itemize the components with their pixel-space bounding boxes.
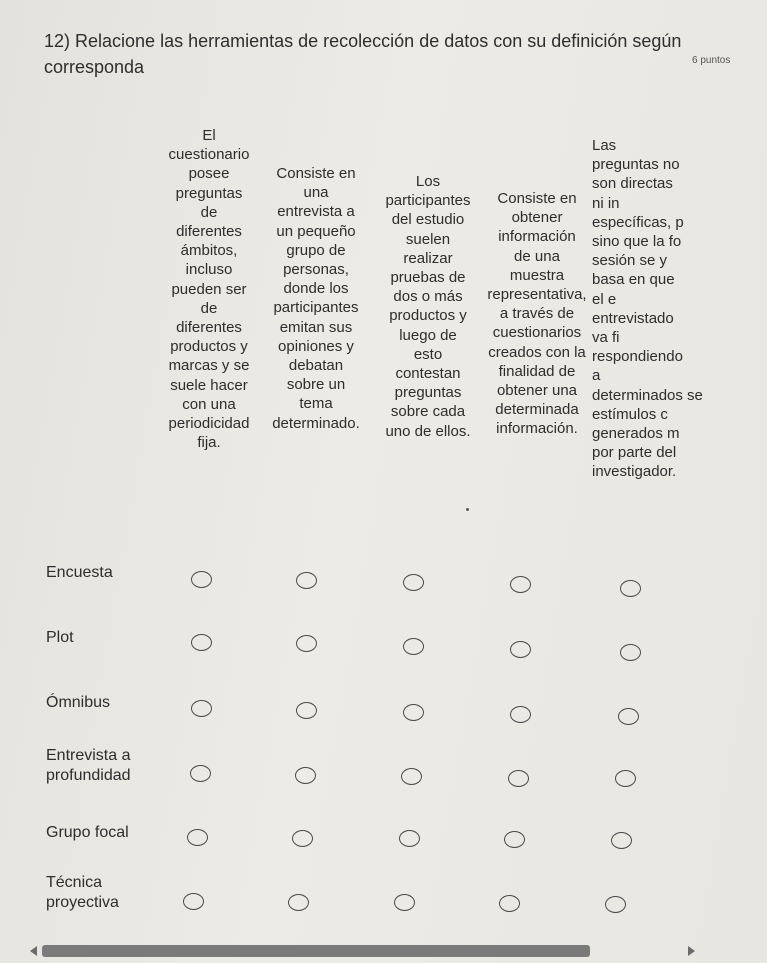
row-label-plot: Plot [46,629,74,646]
radio-plot-col4[interactable] [510,641,531,658]
radio-entrevista-col1[interactable] [190,765,211,782]
radio-plot-col5[interactable] [620,644,641,661]
radio-grupo-focal-col5[interactable] [611,832,632,849]
radio-omnibus-col4[interactable] [510,706,531,723]
radio-tecnica-col2[interactable] [288,894,309,911]
radio-grupo-focal-col4[interactable] [504,831,525,848]
radio-encuesta-col1[interactable] [191,571,212,588]
radio-grupo-focal-col3[interactable] [399,830,420,847]
radio-plot-col2[interactable] [296,635,317,652]
radio-omnibus-col3[interactable] [403,704,424,721]
radio-grupo-focal-col2[interactable] [292,830,313,847]
row-label-tecnica-proyectiva: Técnica proyectiva [46,874,119,911]
row-label-grupo-focal: Grupo focal [46,824,129,841]
radio-encuesta-col3[interactable] [403,574,424,591]
radio-entrevista-col5[interactable] [615,770,636,787]
horizontal-scrollbar[interactable] [30,944,737,958]
radio-omnibus-col1[interactable] [191,700,212,717]
column-header-3: Los participantes del estudio suelen realizar pruebas de dos o más productos y luego de esto contestan preguntas sobre cada uno de ellos. [385,173,471,440]
column-header-5: Las preguntas no son directas ni in específicas, p sino que la fo sesión se y basa en que el e entrevistado va fi respondiendo a determinados se estímulos c generados m por parte del investigador. [592,137,703,481]
scroll-right-arrow-icon[interactable] [688,946,695,956]
radio-omnibus-col5[interactable] [618,708,639,725]
radio-encuesta-col4[interactable] [510,576,531,593]
radio-entrevista-col4[interactable] [508,770,529,787]
scrollbar-thumb[interactable] [42,945,590,957]
radio-grupo-focal-col1[interactable] [187,829,208,846]
scroll-left-arrow-icon[interactable] [30,946,37,956]
column-header-4: Consiste en obtener información de una muestra representativa, a través de cuestionarios creados con la finalidad de obtener una determinada información. [487,190,587,438]
radio-omnibus-col2[interactable] [296,702,317,719]
radio-tecnica-col3[interactable] [394,894,415,911]
radio-entrevista-col2[interactable] [295,767,316,784]
radio-tecnica-col1[interactable] [183,893,204,910]
points-label: 6 puntos [692,55,731,66]
column-header-2: Consiste en una entrevista a un pequeño grupo de personas, donde los participantes emitan sus opiniones y debatan sobre un tema determinado. [272,165,360,432]
radio-encuesta-col5[interactable] [620,580,641,597]
radio-encuesta-col2[interactable] [296,572,317,589]
radio-plot-col1[interactable] [191,634,212,651]
row-label-entrevista-profundidad: Entrevista a profundidad [46,747,131,784]
radio-entrevista-col3[interactable] [401,768,422,785]
question-title: 12) Relacione las herramientas de recolección de datos con su definición según corresponda [44,31,682,77]
row-label-encuesta: Encuesta [46,564,113,581]
stray-dot [466,508,469,511]
column-header-1: El cuestionario posee preguntas de diferentes ámbitos, incluso pueden ser de diferentes productos y marcas y se suele hacer con una periodicidad fija. [168,127,250,452]
radio-tecnica-col4[interactable] [499,895,520,912]
radio-plot-col3[interactable] [403,638,424,655]
row-label-omnibus: Ómnibus [46,694,111,711]
radio-tecnica-col5[interactable] [605,896,626,913]
